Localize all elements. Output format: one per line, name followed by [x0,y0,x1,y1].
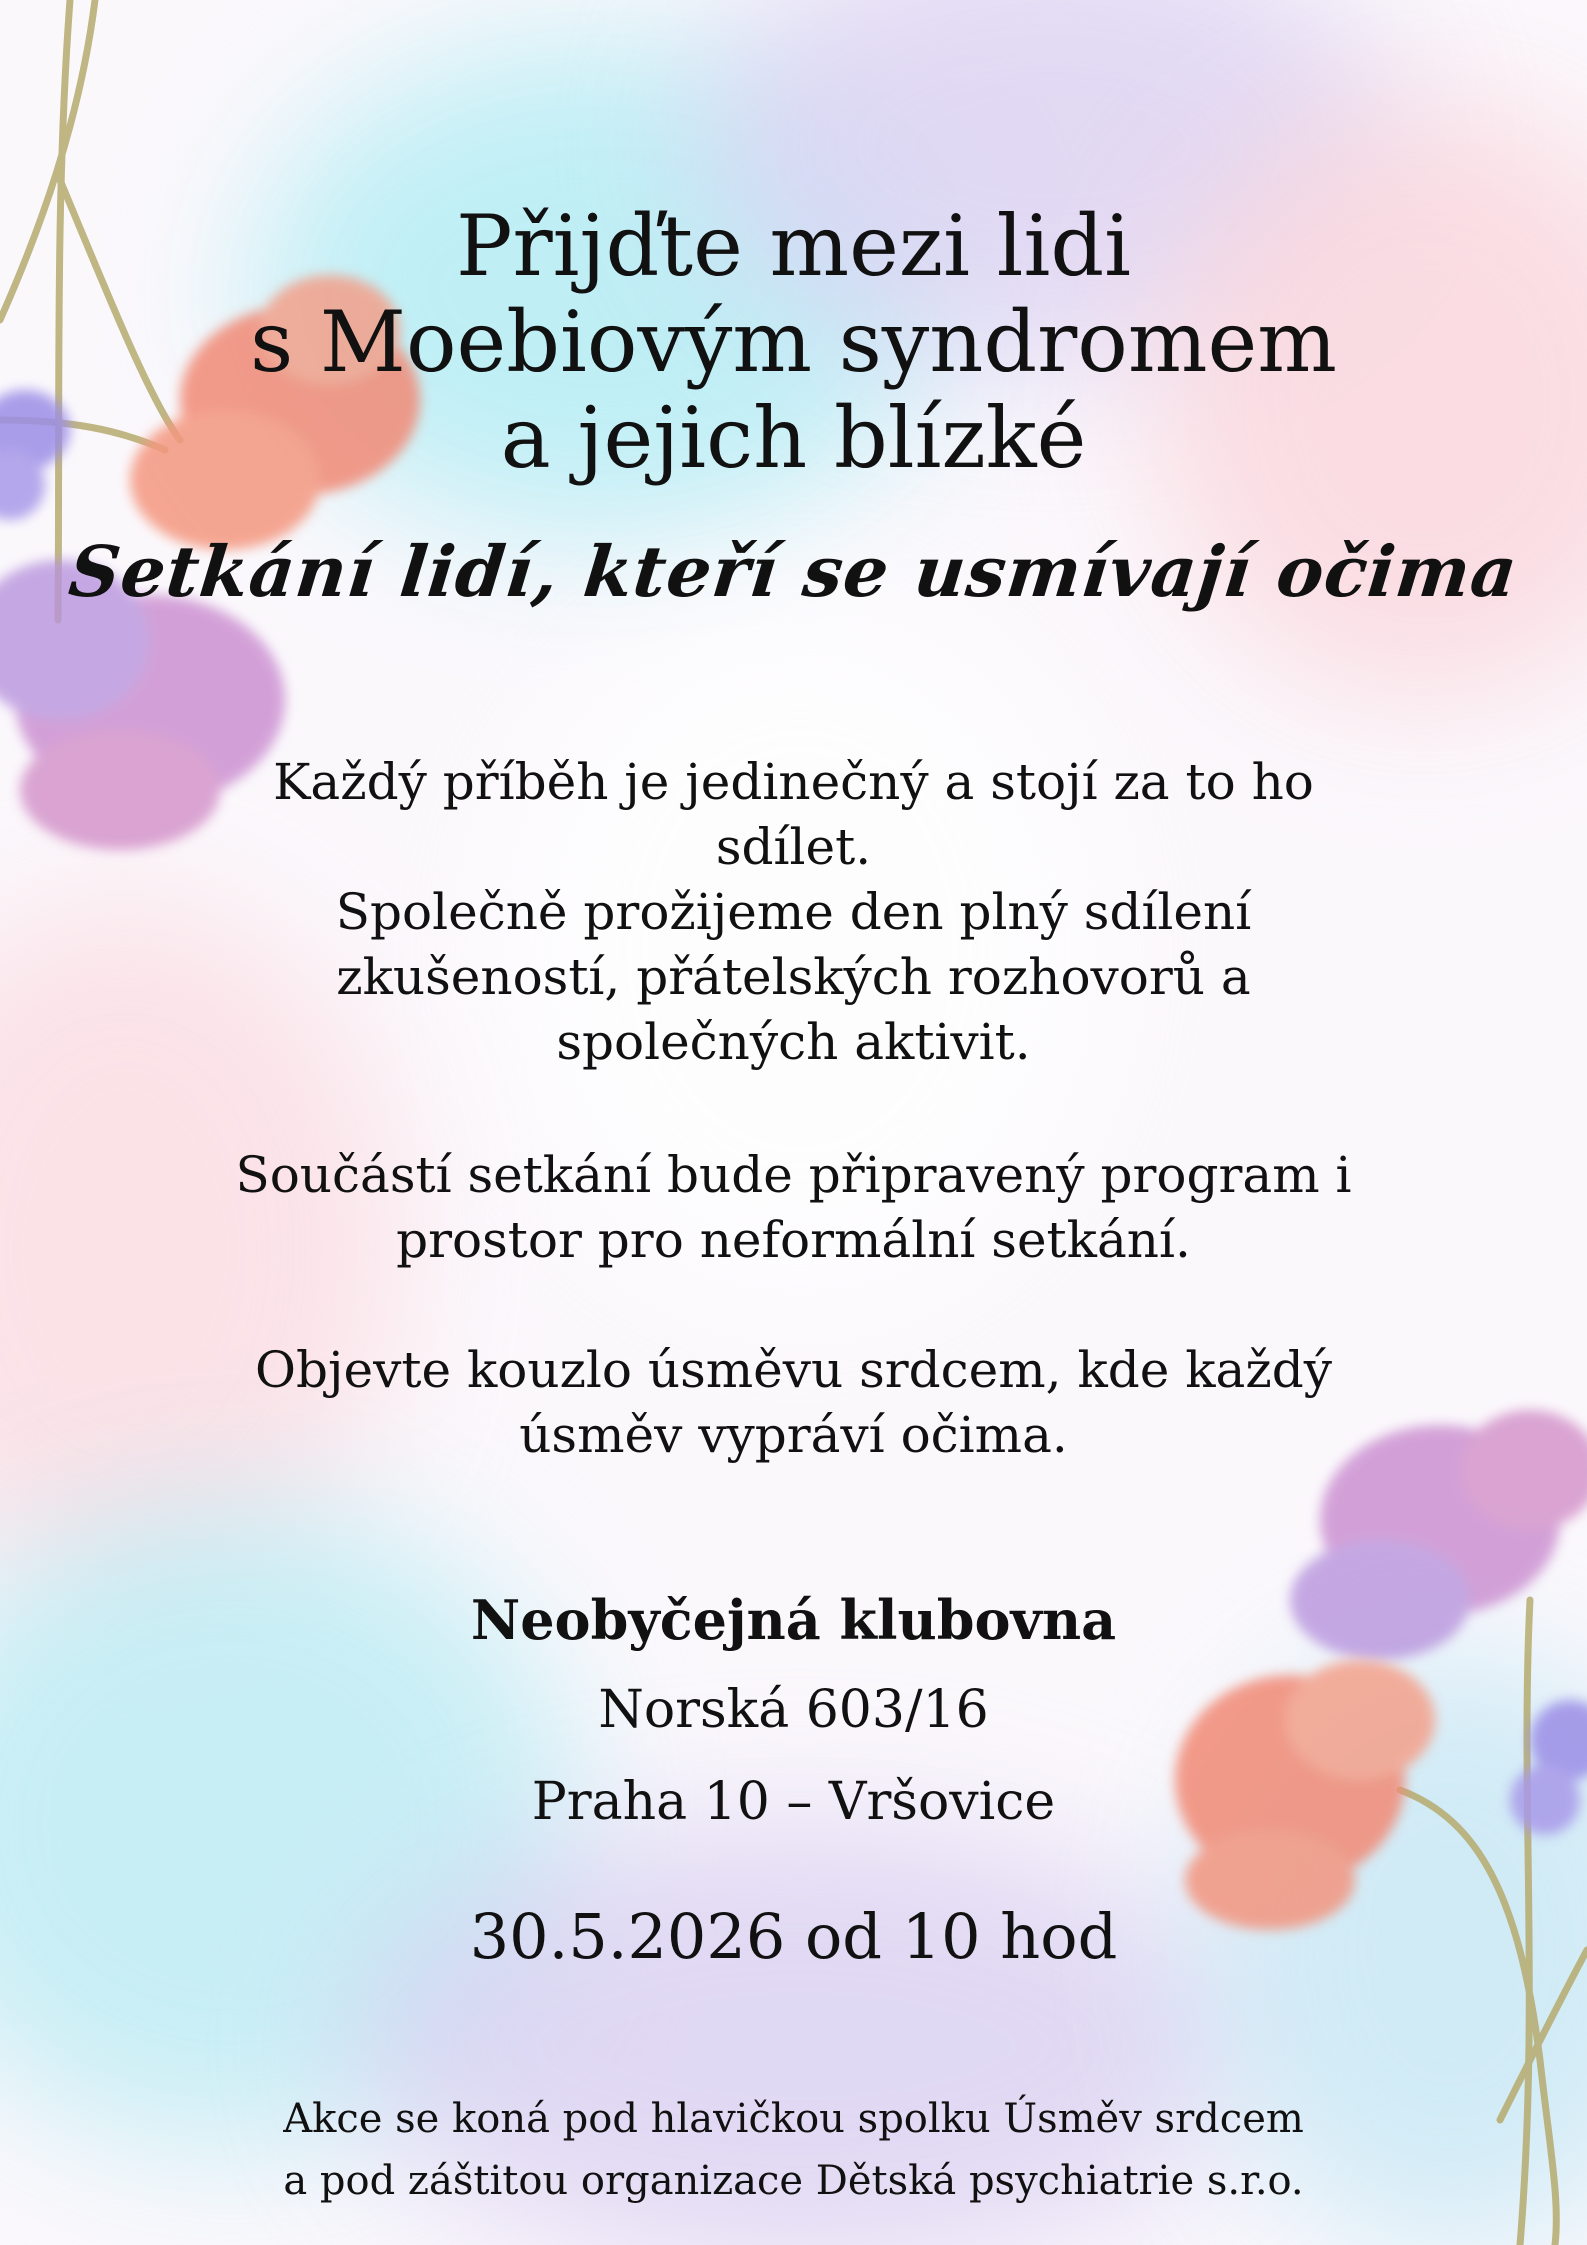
text-line: Objevte kouzlo úsměvu srdcem, kde každý [255,1341,1332,1399]
event-date: 30.5.2026 od 10 hod [469,1900,1118,1973]
text-line: Společně prožijeme den plný sdílení [335,883,1252,941]
program-paragraph [0,1143,1587,1273]
text-line: Akce se koná pod hlavičkou spolku Úsměv srdcem [283,2096,1304,2142]
headline-line: Přijďte mezi lidi [455,197,1132,295]
venue-name: Neobyčejná klubovna [470,1588,1117,1652]
headline-line: a jejich blízké [500,389,1087,487]
text-line: společných aktivit. [556,1013,1031,1071]
venue-street: Norská 603/16 [598,1680,989,1740]
headline [0,198,1587,486]
text-line: úsměv vypráví očima. [519,1406,1068,1464]
text-line: Každý příběh je jedinečný a stojí za to ho [273,753,1314,811]
text-line: prostor pro neformální setkání. [396,1211,1191,1269]
text-line: a pod záštitou organizace Dětská psychiatrie s.r.o. [283,2158,1304,2204]
smile-paragraph [0,1338,1587,1468]
headline-line: s Moebiovým syndromem [250,293,1337,391]
venue-city: Praha 10 – Vršovice [531,1772,1056,1832]
footer-note [0,2088,1587,2212]
text-line: zkušeností, přátelských rozhovorů a [336,948,1251,1006]
intro-paragraph [0,750,1587,1075]
text-line: sdílet. [715,818,872,876]
subtitle: Setkání lidí, kteří se usmívají očima [65,530,1522,613]
text-line: Součástí setkání bude připravený program i [235,1146,1352,1204]
